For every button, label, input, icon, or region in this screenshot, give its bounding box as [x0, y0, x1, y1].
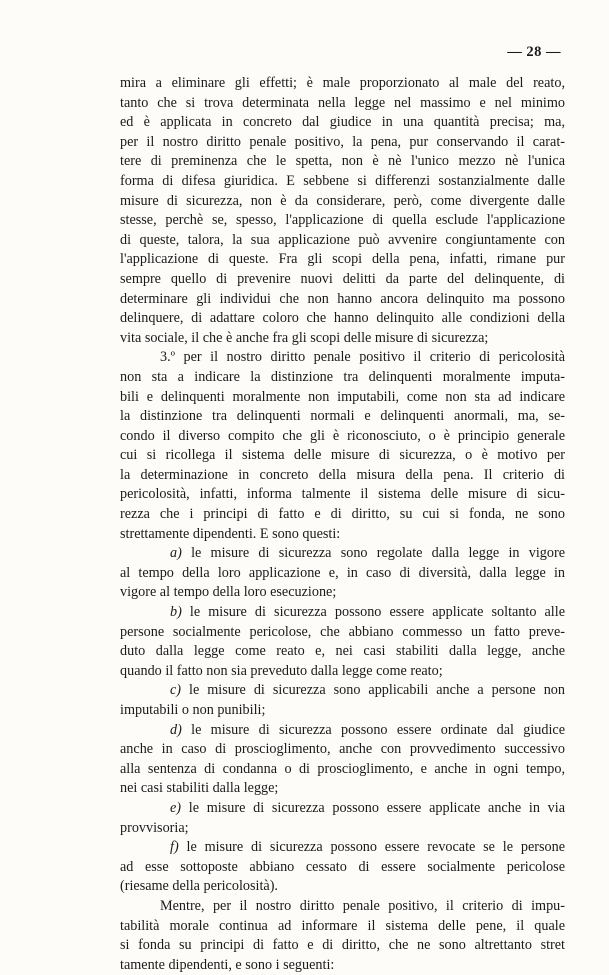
line-text: non sta a indicare la distinzione tra delinquenti moralmente imputa- [120, 368, 565, 385]
text-line [120, 662, 565, 682]
text-line [120, 936, 565, 956]
line-text: strettamente dipendenti. E sono questi: [120, 525, 341, 542]
text-line [120, 819, 565, 839]
list-item-label: f) [170, 839, 179, 856]
text-line [120, 427, 565, 447]
text-line [120, 348, 565, 368]
text-line [120, 721, 565, 741]
line-text: pericolosità, infatti, informa talmente il sistema delle misure di sicu- [120, 486, 565, 503]
list-item-label: c) [170, 682, 182, 699]
text-line [120, 544, 565, 564]
line-text: ad esse sottoposte abbiano cessato di essere socialmente pericolose [120, 858, 565, 875]
text-line [120, 681, 565, 701]
text-line [120, 564, 565, 584]
list-item-label: e) [170, 799, 182, 816]
line-text: (riesame della pericolosità). [120, 878, 278, 895]
list-item-label: d) [170, 721, 182, 738]
text-line [120, 858, 565, 878]
line-text: tabilità morale continua ad informare il sistema delle pene, il quale [120, 917, 565, 934]
text-line [120, 877, 565, 897]
text-line [120, 270, 565, 290]
line-text: per il nostro diritto penale positivo, la pena, pur conservando il carat- [120, 133, 565, 150]
line-text: imputabili o non punibili; [120, 702, 266, 718]
line-text: tere di preminenza che le spetta, non è nè l'unico mezzo nè l'unica [120, 153, 565, 170]
line-text: quando il fatto non sia preveduto dalla legge come reato; [120, 662, 443, 679]
line-text: vigore al tempo della loro esecuzione; [120, 584, 337, 601]
text-line [120, 290, 565, 310]
line-text: le misure di sicurezza possono essere ordinate dal giudice [181, 721, 565, 738]
line-text: condo il diverso compito che gli è riconosciuto, o è principio generale [120, 427, 565, 444]
line-text: la determinazione in concreto della misura della pena. Il criterio di [120, 466, 565, 483]
line-text: duto dalla legge come reato e, nei casi stabiliti dalla legge, anche [120, 643, 565, 660]
line-text: le misure di sicurezza sono applicabili anche a persone non [181, 682, 565, 699]
line-text: alla sentenza di condanna o di proscioglimento, e anche in ogni tempo, [120, 760, 565, 777]
line-text: nei casi stabiliti dalla legge; [120, 780, 279, 797]
text-line [120, 211, 565, 231]
text-line [120, 603, 565, 623]
line-text: mira a eliminare gli effetti; è male proporzionato al male del reato, [120, 75, 565, 91]
text-line [120, 485, 565, 505]
line-text: delinquere, di adattare coloro che hanno delinquito alle condizioni della [120, 310, 565, 327]
line-text: si fonda su principi di fatto e di diritto, che ne sono altrettanto stret [120, 937, 565, 954]
line-text: provvisoria; [120, 819, 189, 836]
line-text: le misure di sicurezza possono essere applicate soltanto alle [181, 604, 565, 621]
line-text: persone socialmente pericolose, che abbiano commesso un fatto preve- [120, 623, 565, 640]
text-line [120, 407, 565, 427]
line-text: bili e delinquenti moralmente non imputabili, come non sta ad indicare [120, 388, 565, 405]
line-text: determinare gli individui che non hanno ancora delinquito ma possono [120, 290, 565, 307]
text-line [120, 133, 565, 153]
line-text: ed è applicata in concreto dal giudice in una quantità precisa; ma, [120, 114, 565, 131]
line-text: sempre quello di prevenire nuovi delitti da parte del delinquente, di [120, 270, 565, 287]
line-text: forma di difesa giuridica. E sebbene si differenzi sostanzialmente dalle [120, 172, 565, 189]
line-text: cui si ricollega il sistema delle misure di sicurezza, o è motivo per [120, 447, 565, 464]
text-line [120, 623, 565, 643]
line-text: le misure di sicurezza sono regolate dalla legge in vigore [181, 545, 565, 562]
text-line [120, 740, 565, 760]
text-line [120, 525, 565, 545]
text-line [120, 466, 565, 486]
line-text: l'applicazione di queste. Fra gli scopi della pena, infatti, rimane pur [120, 251, 565, 268]
text-line [120, 956, 565, 975]
line-text: vita sociale, il che è anche fra gli scopi delle misure di sicurezza; [120, 329, 489, 346]
text-line [120, 917, 565, 937]
line-text: al tempo della loro applicazione e, in caso di diversità, dalla legge in [120, 564, 565, 581]
body-text [120, 74, 565, 975]
line-text: le misure di sicurezza possono essere applicate anche in via [181, 799, 565, 816]
line-text: le misure di sicurezza possono essere revocate se le persone [178, 839, 565, 856]
line-text: misure di sicurezza, non è da considerare, però, come divergente dalle [120, 192, 565, 209]
text-line [120, 760, 565, 780]
text-line [120, 74, 565, 94]
text-line [120, 368, 565, 388]
page-number: — 28 — [507, 44, 561, 60]
text-line [120, 799, 565, 819]
text-line [120, 94, 565, 114]
list-item-label: a) [170, 545, 182, 562]
text-line [120, 172, 565, 192]
text-line [120, 113, 565, 133]
line-text: la distinzione tra delinquenti normali e delinquenti anormali, ma, se- [120, 408, 565, 425]
line-text: stesse, perchè se, spesso, l'applicazione di quella esclude l'applicazione [120, 212, 565, 229]
text-line [120, 329, 565, 349]
line-text: Mentre, per il nostro diritto penale positivo, il criterio di impu- [160, 897, 565, 914]
text-line [120, 583, 565, 603]
text-line [120, 388, 565, 408]
text-line [120, 779, 565, 799]
line-text: 3.º per il nostro diritto penale positivo il criterio di pericolosità [160, 349, 565, 366]
line-text: tanto che si trova determinata nella legge nel massimo e nel minimo [120, 94, 565, 111]
text-line [120, 152, 565, 172]
line-text: di queste, talora, la sua applicazione può avvenire congiuntamente con [120, 231, 565, 248]
text-line [120, 446, 565, 466]
text-line [120, 505, 565, 525]
text-line [120, 250, 565, 270]
text-line [120, 231, 565, 251]
line-text: anche in caso di proscioglimento, anche con provvedimento successivo [120, 741, 565, 758]
text-line [120, 192, 565, 212]
text-line [120, 642, 565, 662]
text-line [120, 701, 565, 721]
list-item-label: b) [170, 604, 182, 621]
text-line [120, 309, 565, 329]
text-line [120, 838, 565, 858]
line-text: tamente dipendenti, e sono i seguenti: [120, 956, 335, 973]
line-text: rezza che i principi di fatto e di diritto, su cui si fonda, ne sono [120, 506, 565, 523]
